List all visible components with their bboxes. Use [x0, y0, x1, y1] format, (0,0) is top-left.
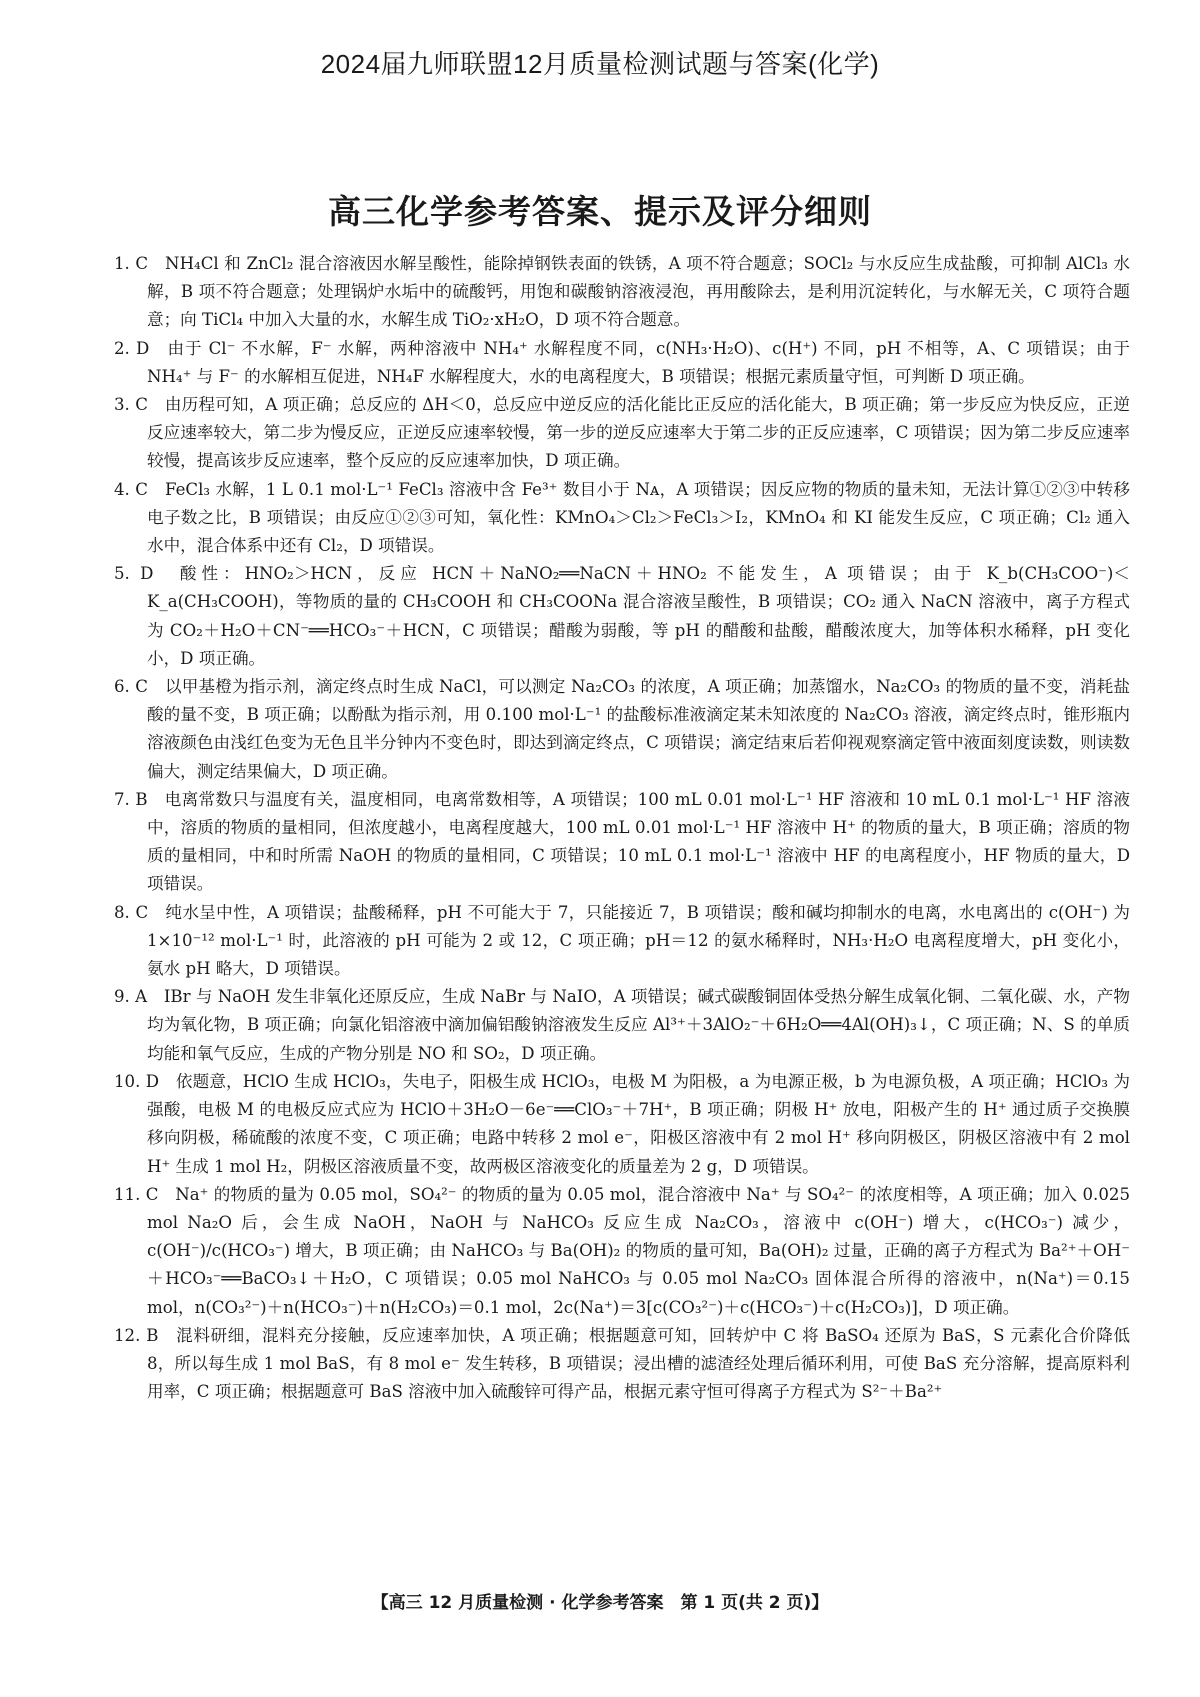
page-footer: 【高三 12 月质量检测 · 化学参考答案 第 1 页(共 2 页)】 — [371, 1593, 829, 1613]
answer-item-11: 11. C Na⁺ 的物质的量为 0.05 mol，SO₄²⁻ 的物质的量为 0.05 mol，混合溶液中 Na⁺ 与 SO₄²⁻ 的浓度相等，A 项正确；加入 0.025 mol Na₂O 后，会生成 NaOH，NaOH 与 NaHCO₃ 反应生成 Na₂CO₃，溶液中 c(OH⁻) 增大，c(HCO₃⁻) 减少，c(OH⁻)/c(HCO₃⁻) 增大，B 项正确；由 NaHCO₃ 与 Ba(OH)₂ 的物质的量可知，Ba(OH)₂ 过量，正确的离子方程式为 Ba²⁺＋OH⁻＋HCO₃⁻══BaCO₃↓＋H₂O，C 项错误；0.05 mol NaHCO₃ 与 0.05 mol Na₂CO₃ 固体混合所得的溶液中，n(Na⁺)＝0.15 mol，n(CO₃²⁻)＋n(HCO₃⁻)＋n(H₂CO₃)＝0.1 mol，2c(Na⁺)＝3[c(CO₃²⁻)＋c(HCO₃⁻)＋c(H₂CO₃)]，D 项正确。 — [114, 1184, 1130, 1317]
answer-list — [114, 250, 1130, 1406]
answer-item-2: 2. D 由于 Cl⁻ 不水解，F⁻ 水解，两种溶液中 NH₄⁺ 水解程度不同，c(NH₃·H₂O)、c(H⁺) 不同，pH 不相等，A、C 项错误；由于 NH₄⁺ 与 F⁻ 的水解相互促进，NH₄F 水解程度大，水的电离程度大，B 项错误；根据元素质量守恒，可判断 D 项正确。 — [114, 338, 1130, 386]
answer-item-4: 4. C FeCl₃ 水解，1 L 0.1 mol·L⁻¹ FeCl₃ 溶液中含 Fe³⁺ 数目小于 Nᴀ，A 项错误；因反应物的物质的量未知，无法计算①②③中转移电子数之比，B 项错误；由反应①②③可知，氧化性：KMnO₄＞Cl₂＞FeCl₃＞I₂，KMnO₄ 和 KI 能发生反应，C 项正确；Cl₂ 通入水中，混合体系中还有 Cl₂，D 项错误。 — [114, 479, 1130, 556]
page-header-title: 2024届九师联盟12月质量检测试题与答案(化学) — [320, 49, 880, 79]
answer-item-7: 7. B 电离常数只与温度有关，温度相同，电离常数相等，A 项错误；100 mL 0.01 mol·L⁻¹ HF 溶液和 10 mL 0.1 mol·L⁻¹ HF 溶液中，溶质的物质的量相同，但浓度越小，电离程度越大，100 mL 0.01 mol·L⁻¹ HF 溶液中 H⁺ 的物质的量大，B 项正确；溶质的物质的量相同，中和时所需 NaOH 的物质的量相同，C 项错误；10 mL 0.1 mol·L⁻¹ 溶液中 HF 的电离程度小，HF 物质的量大，D 项错误。 — [114, 789, 1130, 894]
answer-item-5: 5. D 酸性：HNO₂＞HCN，反应 HCN＋NaNO₂══NaCN＋HNO₂ 不能发生，A 项错误；由于 K_b(CH₃COO⁻)＜K_a(CH₃COOH)，等物质的量的 CH₃COOH 和 CH₃COONa 混合溶液呈酸性，B 项错误；CO₂ 通入 NaCN 溶液中，离子方程式为 CO₂＋H₂O＋CN⁻══HCO₃⁻＋HCN，C 项错误；醋酸为弱酸，等 pH 的醋酸和盐酸，醋酸浓度大，加等体积水稀释，pH 变化小，D 项正确。 — [114, 564, 1130, 668]
answer-item-8: 8. C 纯水呈中性，A 项错误；盐酸稀释，pH 不可能大于 7，只能接近 7，B 项错误；酸和碱均抑制水的电离，水电离出的 c(OH⁻) 为 1×10⁻¹² mol·L⁻¹ 时，此溶液的 pH 可能为 2 或 12，C 项正确；pH＝12 的氨水稀释时，NH₃·H₂O 电离程度增大，pH 变化小，氨水 pH 略大，D 项错误。 — [114, 902, 1130, 979]
answer-item-1: 1. C NH₄Cl 和 ZnCl₂ 混合溶液因水解呈酸性，能除掉钢铁表面的铁锈，A 项不符合题意；SOCl₂ 与水反应生成盐酸，可抑制 AlCl₃ 水解，B 项不符合题意；处理锅炉水垢中的硫酸钙，用饱和碳酸钠溶液浸泡，再用酸除去，是利用沉淀转化，与水解无关，C 项符合题意；向 TiCl₄ 中加入大量的水，水解生成 TiO₂·xH₂O，D 项不符合题意。 — [114, 254, 1130, 330]
answer-item-6: 6. C 以甲基橙为指示剂，滴定终点时生成 NaCl，可以测定 Na₂CO₃ 的浓度，A 项正确；加蒸馏水，Na₂CO₃ 的物质的量不变，消耗盐酸的量不变，B 项正确；以酚酞为指示剂，用 0.100 mol·L⁻¹ 的盐酸标准液滴定某未知浓度的 Na₂CO₃ 溶液，滴定终点时，锥形瓶内溶液颜色由浅红色变为无色且半分钟内不变色时，即达到滴定终点，C 项错误；滴定结束后若仰视观察滴定管中液面刻度读数，则读数偏大，测定结果偏大，D 项正确。 — [114, 677, 1130, 781]
answer-item-12: 12. B 混料研细，混料充分接触，反应速率加快，A 项正确；根据题意可知，回转炉中 C 将 BaSO₄ 还原为 BaS，S 元素化合价降低 8，所以每生成 1 mol BaS，有 8 mol e⁻ 发生转移，B 项错误；浸出槽的滤渣经处理后循环利用，可使 BaS 充分溶解，提高原料利用率，C 项正确；根据题意可 BaS 溶液中加入硫酸锌可得产品，根据元素守恒可得离子方程式为 S²⁻＋Ba²⁺ — [114, 1325, 1130, 1402]
answer-item-9: 9. A IBr 与 NaOH 发生非氧化还原反应，生成 NaBr 与 NaIO，A 项错误；碱式碳酸铜固体受热分解生成氧化铜、二氧化碳、水，产物均为氧化物，B 项正确；向氯化铝溶液中滴加偏铝酸钠溶液发生反应 Al³⁺＋3AlO₂⁻＋6H₂O══4Al(OH)₃↓，C 项正确；N、S 的单质均能和氧气反应，生成的产物分别是 NO 和 SO₂，D 项正确。 — [114, 987, 1130, 1063]
answer-item-3: 3. C 由历程可知，A 项正确；总反应的 ΔH＜0，总反应中逆反应的活化能比正反应的活化能大，B 项正确；第一步反应为快反应，正逆反应速率较大，第二步为慢反应，正逆反应速率较慢，第一步的逆反应速率大于第二步的正反应速率，C 项错误；因为第二步反应速率较慢，提高该步反应速率，整个反应的反应速率加快，D 项正确。 — [114, 395, 1130, 471]
answer-item-10: 10. D 依题意，HClO 生成 HClO₃，失电子，阳极生成 HClO₃，电极 M 为阳极，a 为电源正极，b 为电源负极，A 项正确；HClO₃ 为强酸，电极 M 的电极反应式应为 HClO＋3H₂O－6e⁻══ClO₃⁻＋7H⁺，B 项正确；阴极 H⁺ 放电，阳极产生的 H⁺ 通过质子交换膜移向阴极，稀硫酸的浓度不变，C 项正确；电路中转移 2 mol e⁻，阳极区溶液中有 2 mol H⁺ 移向阴极区，阴极区溶液中有 2 mol H⁺ 生成 1 mol H₂，阴极区溶液质量不变，故两极区溶液变化的质量差为 2 g，D 项错误。 — [114, 1071, 1130, 1176]
document-title: 高三化学参考答案、提示及评分细则 — [328, 192, 872, 231]
